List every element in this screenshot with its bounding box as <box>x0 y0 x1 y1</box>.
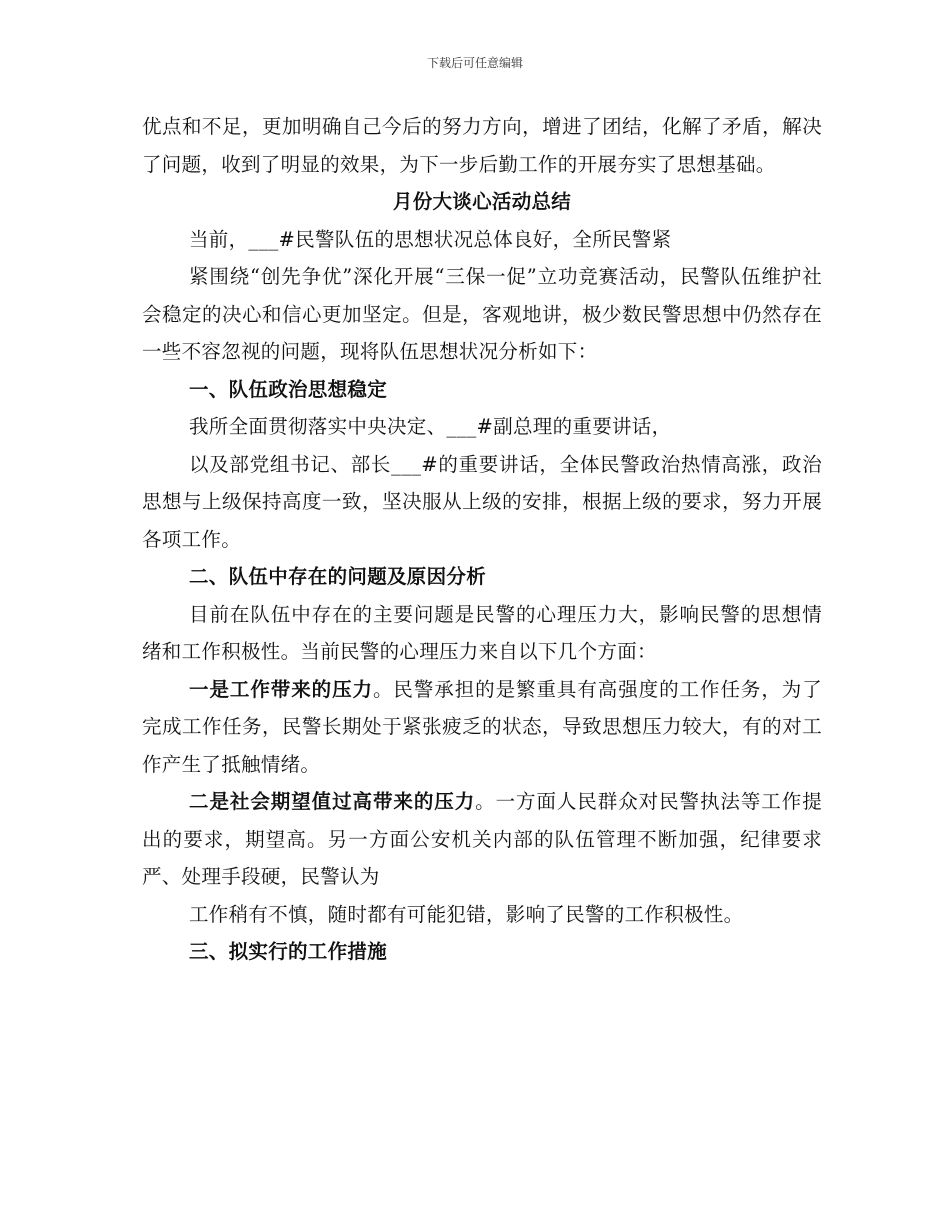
text-work-pressure: 。民警承担的是繁重具有高强度的工作任务，为了完成工作任务，民警长期处于紧张疲乏的状态，导致思想压力较大，有的对工作产生了抵触情绪。 <box>142 677 823 776</box>
lead-social-expectation: 二是社会期望值过高带来的压力 <box>189 790 476 813</box>
paragraph-mistake-fear: 工作稍有不慎，随时都有可能犯错，影响了民警的工作积极性。 <box>189 902 744 926</box>
paragraph-main-problem: 目前在队伍中存在的主要问题是民警的心理压力大，影响民警的思想情绪和工作积极性。当前民警的心理压力来自以下几个方面： <box>142 602 822 663</box>
paragraph-political-enthusiasm: 以及部党组书记、部长___#的重要讲话，全体民警政治热情高涨，政治思想与上级保持高度一致，坚决服从上级的安排，根据上级的要求，努力开展各项工作。 <box>142 452 822 551</box>
paragraph-work-pressure <box>142 671 822 784</box>
heading-problems-analysis: 二、队伍中存在的问题及原因分析 <box>189 565 487 588</box>
paragraph-current-status: 当前，___#民警队伍的思想状况总体良好，全所民警紧 <box>189 227 672 251</box>
document-body <box>142 108 822 971</box>
heading-political-stability: 一、队伍政治思想稳定 <box>189 377 388 401</box>
heading-work-measures: 三、拟实行的工作措施 <box>189 940 388 963</box>
paragraph-intro: 优点和不足，更加明确自己今后的努力方向，增进了团结，化解了矛盾，解决了问题，收到了明显的效果，为下一步后勤工作的开展夯实了思想基础。 <box>142 115 822 176</box>
page-header: 下载后可任意编辑 <box>426 56 523 70</box>
text-social-expectation: 。一方面人民群众对民警执法等工作提出的要求，期望高。另一方面公安机关内部的队伍管理不断加强，纪律要求严、处理手段硬，民警认为 <box>142 790 822 888</box>
paragraph-implementation: 我所全面贯彻落实中央决定、___#副总理的重要讲话， <box>189 415 672 438</box>
lead-work-pressure: 一是工作带来的压力 <box>189 677 373 701</box>
paragraph-activity: 紧围绕“创先争优”深化开展“三保一促”立功竞赛活动，民警队伍维护社会稳定的决心和信心更加坚定。但是，客观地讲，极少数民警思想中仍然存在一些不容忽视的问题，现将队伍思想状况分析如下： <box>142 265 822 363</box>
section-title: 月份大谈心活动总结 <box>392 190 572 213</box>
paragraph-social-expectation <box>142 783 822 896</box>
